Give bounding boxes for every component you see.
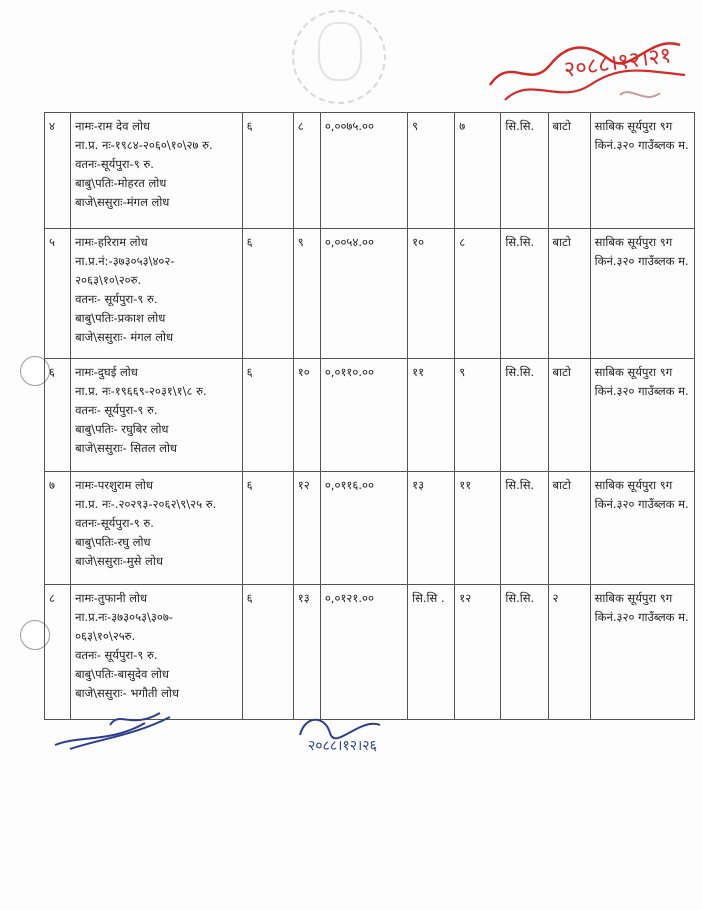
old-plot-cell: ८ [455,229,501,359]
owner-detail-line: बाबु\पतिः- रघुबिर लोध [75,422,169,436]
serial-number-cell: ४ [45,113,71,229]
left-signature [50,705,180,755]
land-type-cell: सि.सि. [501,359,548,472]
area-cell: ०,००७५.०० [320,113,407,229]
owner-details-cell [71,113,243,229]
old-plot-cell: ११ [455,472,501,585]
owner-detail-line: बाबु\पतिः-मोहरत लोध [75,176,167,190]
land-type-cell: सि.सि. [501,113,548,229]
sheet-no-cell: ६ [242,359,293,472]
owner-detail-line: बाबु\पतिः-प्रकाश लोध [75,311,166,325]
sheet-no-cell: ६ [242,229,293,359]
plot-no-cell: १० [293,359,320,472]
plot-no-cell: ८ [293,113,320,229]
land-type-cell: सि.सि. [501,585,548,720]
owner-detail-line: २०६३\१०\२०रु. [75,273,142,287]
owner-detail-line: वतनः-सूर्यपुरा-९ रु. [75,516,154,530]
owner-detail-line: नामः-दुघई लोध [75,365,138,379]
plot-no-cell: १२ [293,472,320,585]
new-plot-cell: १० [408,229,455,359]
new-plot-cell: सि.सि . [408,585,455,720]
owner-detail-line: ना.प्र. नः-.२०२९३-२०६२\९\२५ रु. [75,497,217,511]
serial-number-cell: ६ [45,359,71,472]
owner-detail-line: नामः-राम देव लोध [75,119,151,133]
middle-signature-date: २०८८।१२।२६ [308,738,377,754]
table-row [45,359,695,472]
owner-detail-line: वतनः- सूर्यपुरा-९ रु. [75,403,158,417]
table-row [45,585,695,720]
owner-detail-line: बाजे\ससुराः-मुसे लोध [75,554,163,568]
boundary-cell: बाटो [548,113,590,229]
boundary-cell: बाटो [548,229,590,359]
owner-detail-line: बाजे\ससुराः- मंगल लोध [75,330,174,344]
serial-number-cell: ७ [45,472,71,585]
sheet-no-cell: ६ [242,585,293,720]
owner-detail-line: बाबु\पतिः-बासुदेव लोध [75,667,169,681]
land-records-table [44,112,695,720]
table-row [45,113,695,229]
area-cell: ०,०११६.०० [320,472,407,585]
owner-details-cell [71,229,243,359]
owner-details-cell [71,472,243,585]
land-type-cell: सि.सि. [501,472,548,585]
sheet-no-cell: ६ [242,472,293,585]
owner-detail-line: नामः-परशुराम लोध [75,478,153,492]
owner-detail-line: वतनः- सूर्यपुरा-९ रु. [75,648,158,662]
red-handwritten-signature [470,15,700,115]
table-row [45,472,695,585]
owner-detail-line: नामः-तुफानी लोध [75,591,148,605]
boundary-cell: बाटो [548,472,590,585]
owner-detail-line: बाजे\ससुराः- सितल लोध [75,441,177,455]
owner-detail-line: बाबु\पतिः-रघु लोध [75,535,151,549]
serial-number-cell: ८ [45,585,71,720]
owner-detail-line: ०६३\१०\२५रु. [75,629,136,643]
table-row [45,229,695,359]
land-type-cell: सि.सि. [501,229,548,359]
serial-number-cell: ५ [45,229,71,359]
stamp-emblem [318,22,362,81]
owner-detail-line: वतनः- सूर्यपुरा-९ रु. [75,292,158,306]
owner-details-cell [71,585,243,720]
old-plot-cell: ७ [455,113,501,229]
owner-detail-line: ना.प्र. नः-१९८४-२०६०\१०\२७ रु. [75,138,213,152]
boundary-cell: बाटो [548,359,590,472]
owner-detail-line: नामः-हरिराम लोध [75,235,148,249]
remarks-cell: साबिक सूर्यपुरा ९ग किनं.३२० गाउँब्लक म. [590,585,694,720]
plot-no-cell: ९ [293,229,320,359]
old-plot-cell: ९ [455,359,501,472]
owner-detail-line: बाजे\ससुराः- भगौती लोध [75,686,179,700]
boundary-cell: २ [548,585,590,720]
area-cell: ०,०११०.०० [320,359,407,472]
new-plot-cell: ११ [408,359,455,472]
owner-detail-line: बाजे\ससुराः-मंगल लोध [75,195,170,209]
owner-detail-line: ना.प्र.नः-३७३०५३\३०७- [75,610,173,624]
new-plot-cell: १३ [408,472,455,585]
owner-detail-line: ना.प्र.नं:-३७३०५३\४०२- [75,254,175,268]
red-note-text: २०८८।१२।२१ [562,43,673,83]
area-cell: ०,००५४.०० [320,229,407,359]
middle-signature [290,705,390,760]
owner-detail-line: ना.प्र. नः-१९६६९-२०३१\१\८ रु. [75,384,207,398]
old-plot-cell: १२ [455,585,501,720]
sheet-no-cell: ६ [242,113,293,229]
plot-no-cell: १३ [293,585,320,720]
owner-detail-line: वतनः-सूर्यपुरा-९ रु. [75,157,154,171]
area-cell: ०,०१२१.०० [320,585,407,720]
remarks-cell: साबिक सूर्यपुरा ९ग किनं.३२० गाउँब्लक म. [590,229,694,359]
remarks-cell: साबिक सूर्यपुरा ९ग किनं.३२० गाउँब्लक म. [590,472,694,585]
remarks-cell: साबिक सूर्यपुरा ९ग किनं.३२० गाउँब्लक म. [590,113,694,229]
remarks-cell: साबिक सूर्यपुरा ९ग किनं.३२० गाउँब्लक म. [590,359,694,472]
new-plot-cell: ९ [408,113,455,229]
owner-details-cell [71,359,243,472]
